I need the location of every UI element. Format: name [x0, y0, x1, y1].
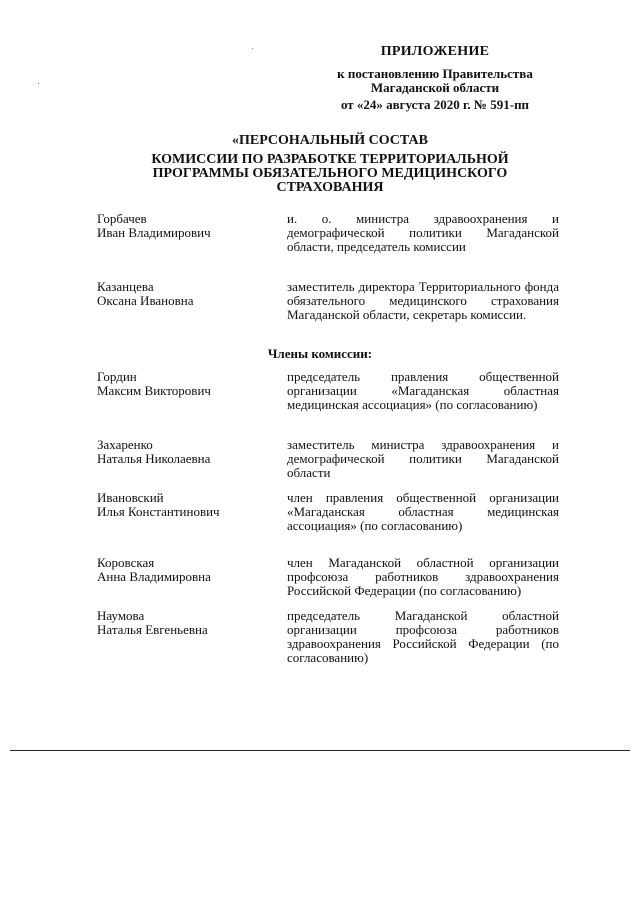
appendix-line-3: от «24» августа 2020 г. № 591-пп — [340, 97, 530, 112]
person-given-name: Иван Владимирович — [97, 225, 211, 240]
scan-speck — [252, 48, 253, 49]
person-role: председатель Магаданской областной организации профсоюза работников здравоохранения Российской Федерации (по согласованию) — [287, 608, 559, 665]
person-surname: Гордин — [97, 369, 137, 384]
appendix-title: ПРИЛОЖЕНИЕ — [380, 44, 490, 59]
person-given-name: Наталья Николаевна — [97, 451, 211, 466]
person-role: председатель правления общественной организации «Магаданская областная медицинская ассоциация» (по согласованию) — [287, 369, 559, 412]
person-surname: Казанцева — [97, 279, 154, 294]
page-bottom-rule — [10, 750, 630, 751]
appendix-line-2: Магаданской области — [370, 80, 500, 95]
person-name — [97, 438, 267, 466]
person-surname: Горбачев — [97, 211, 147, 226]
person-given-name: Наталья Евгеньевна — [97, 622, 208, 637]
person-name — [97, 556, 267, 584]
person-given-name: Анна Владимировна — [97, 569, 211, 584]
person-role: член правления общественной организации «Магаданская областная медицинская ассоциация» (по согласованию) — [287, 490, 559, 533]
person-given-name: Оксана Ивановна — [97, 293, 194, 308]
person-surname: Захаренко — [97, 437, 153, 452]
person-role: член Магаданской областной организации профсоюза работников здравоохранения Российской Федерации (по согласованию) — [287, 555, 559, 598]
members-heading: Члены комиссии: — [267, 346, 373, 361]
person-name — [97, 280, 267, 308]
person-role: заместитель директора Территориального фонда обязательного медицинского страхования Магаданской области, секретарь комиссии. — [287, 279, 559, 322]
person-name — [97, 370, 267, 398]
person-surname: Коровская — [97, 555, 155, 570]
person-name — [97, 491, 267, 519]
person-surname: Наумова — [97, 608, 145, 623]
person-name — [97, 212, 267, 240]
person-role: заместитель министра здравоохранения и демографической политики Магаданской области — [287, 437, 559, 480]
document-title-line-2: КОМИССИИ ПО РАЗРАБОТКЕ ТЕРРИТОРИАЛЬНОЙ — [151, 152, 509, 167]
person-given-name: Илья Константинович — [97, 504, 220, 519]
document-title-line-4: СТРАХОВАНИЯ — [276, 180, 384, 195]
person-surname: Ивановский — [97, 490, 164, 505]
appendix-line-1: к постановлению Правительства — [337, 66, 533, 81]
person-name — [97, 609, 267, 637]
person-given-name: Максим Викторович — [97, 383, 211, 398]
person-role: и. о. министра здравоохранения и демографической политики Магаданской области, председатель комиссии — [287, 211, 559, 254]
scan-speck — [38, 83, 39, 84]
document-title-line-3: ПРОГРАММЫ ОБЯЗАТЕЛЬНОГО МЕДИЦИНСКОГО — [152, 166, 508, 181]
document-title-line-1: «ПЕРСОНАЛЬНЫЙ СОСТАВ — [231, 133, 429, 148]
